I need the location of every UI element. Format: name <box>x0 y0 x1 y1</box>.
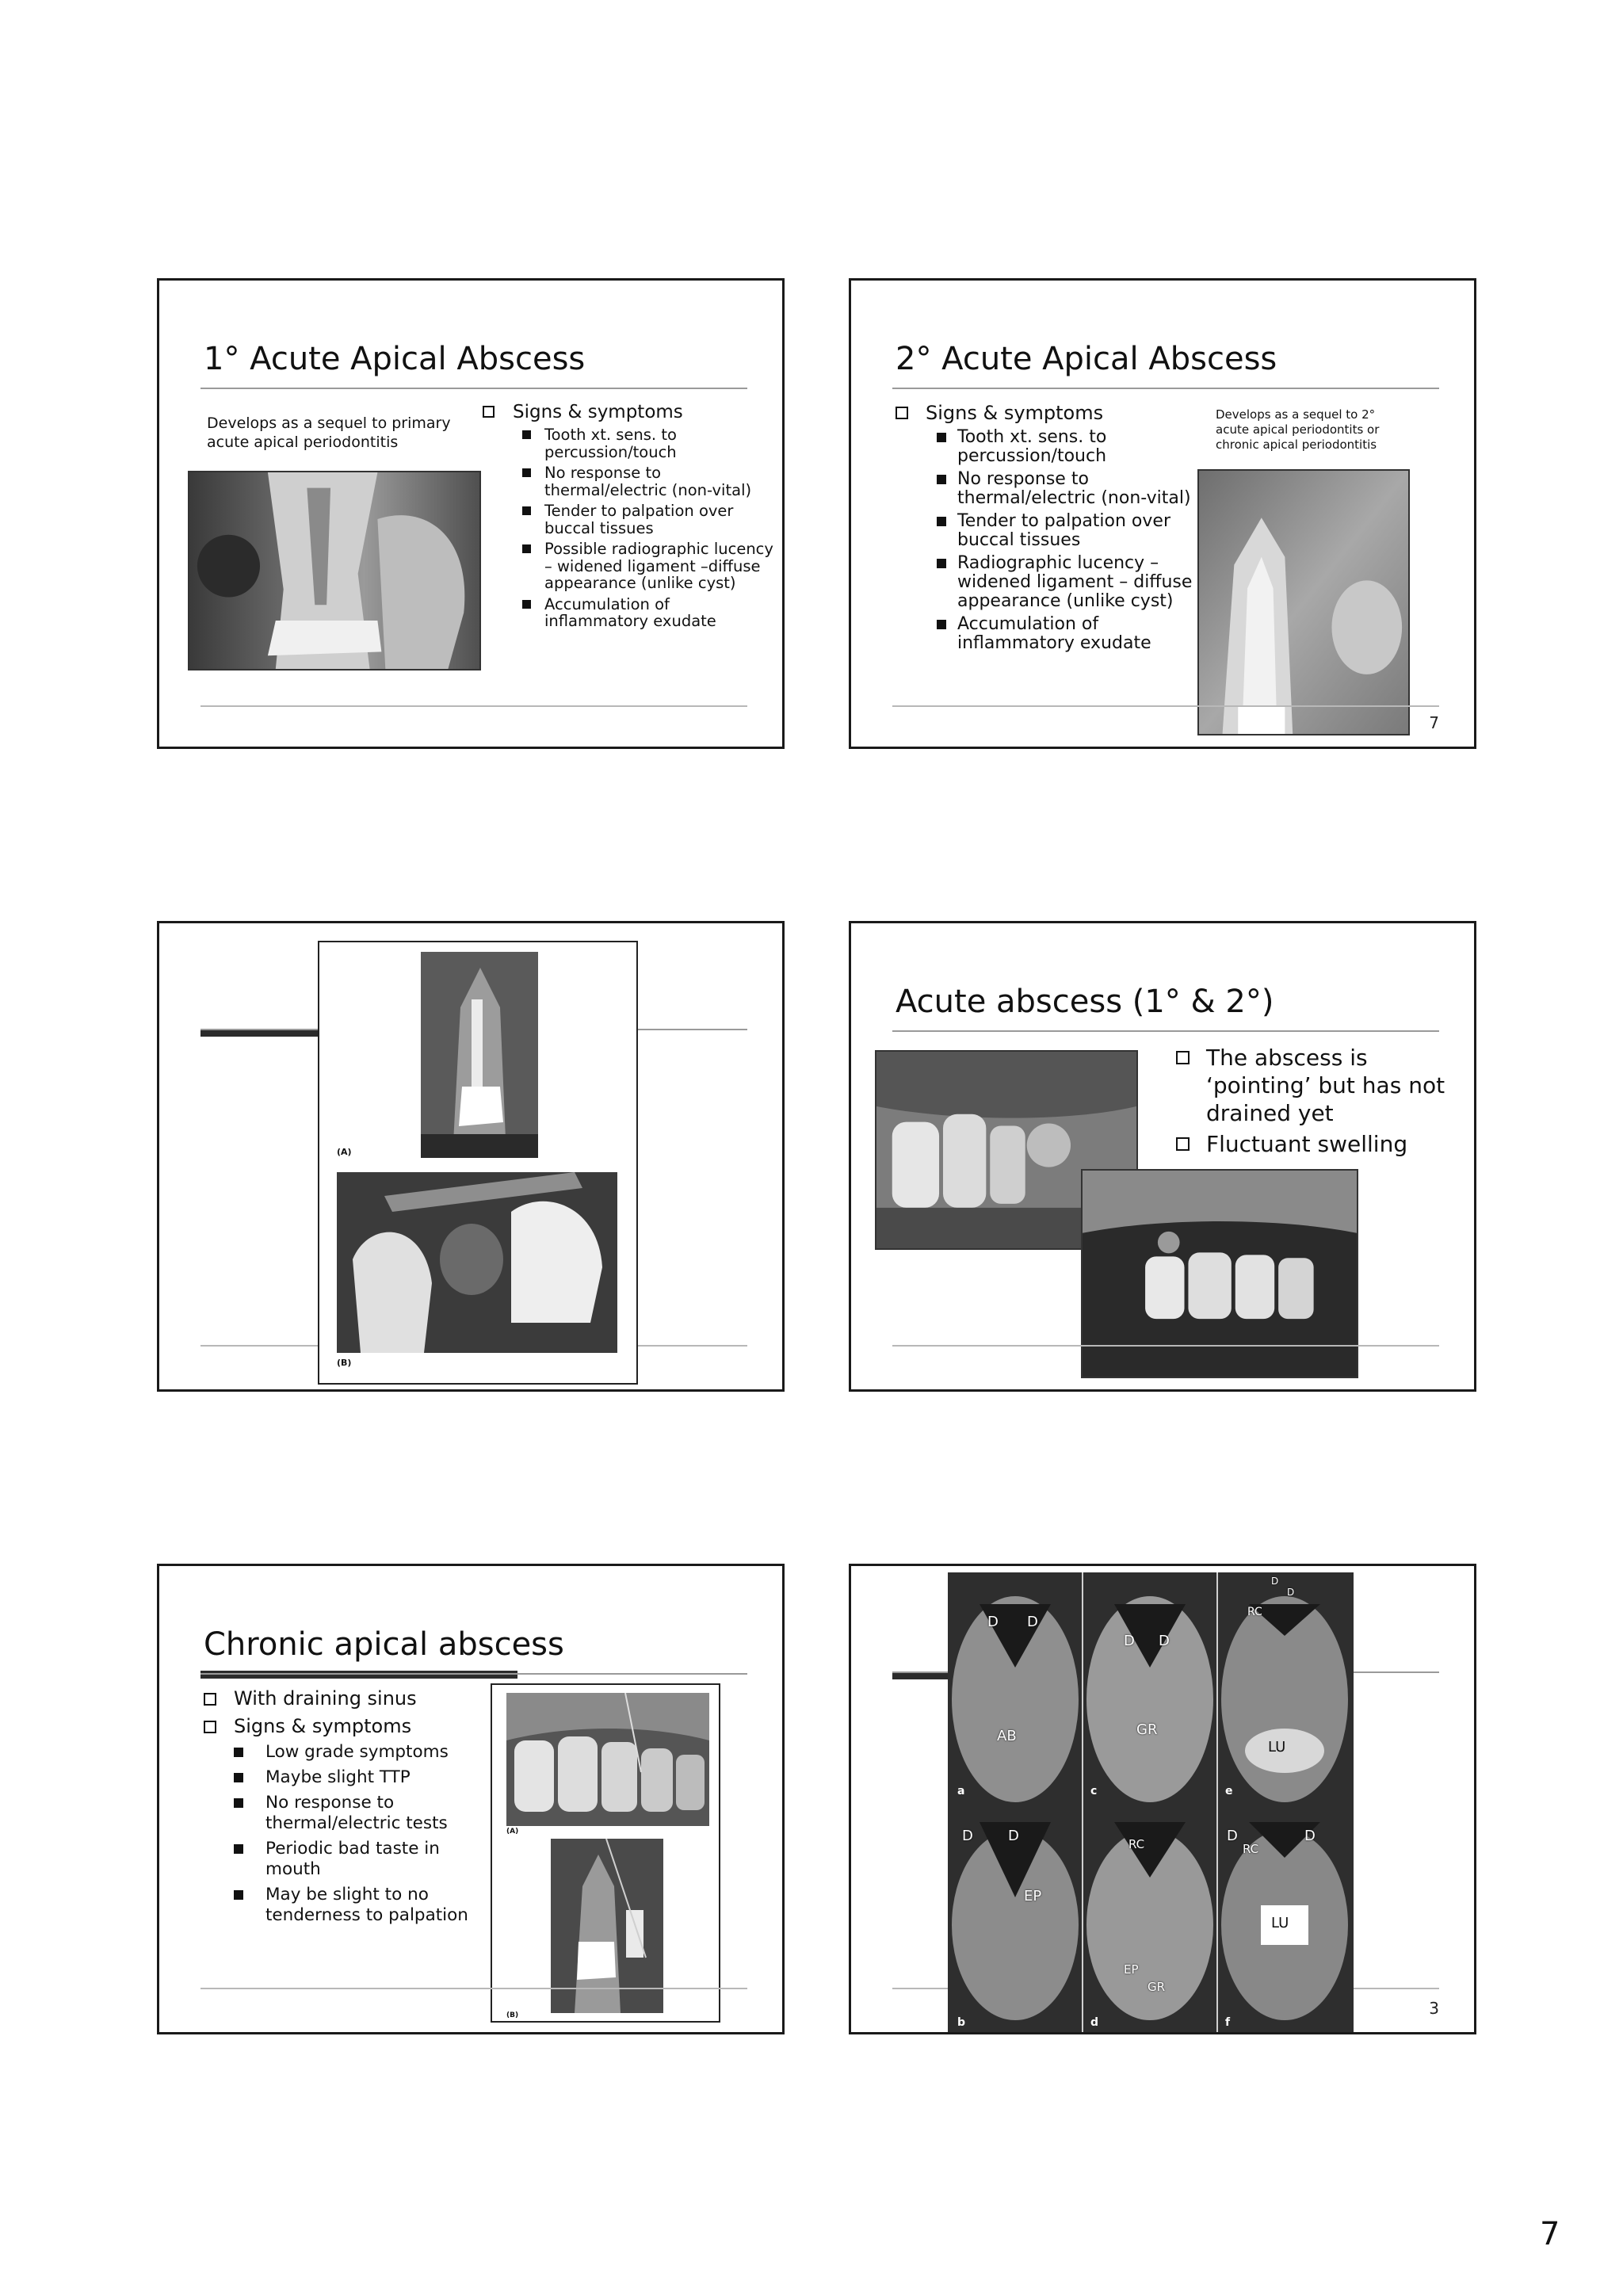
radiograph-image <box>1197 469 1410 735</box>
histology-label: RC <box>1128 1837 1145 1851</box>
histology-label: D <box>1304 1828 1316 1844</box>
filled-square-bullet-icon <box>234 1890 243 1900</box>
figure-panel <box>491 1683 720 2023</box>
footer-rule <box>200 1988 747 1989</box>
list-item: Radiographic lucency – widened ligament – diffuse appearance (unlike cyst) <box>926 554 1197 611</box>
sub-list <box>513 426 776 630</box>
sub-list <box>926 428 1197 653</box>
title-rule <box>200 1673 747 1675</box>
panel-label: d <box>1090 2016 1099 2029</box>
footer-rule <box>892 1345 1439 1347</box>
hollow-square-bullet-icon <box>483 406 495 418</box>
radiograph-image <box>551 1839 663 2013</box>
filled-square-bullet-icon <box>234 1748 243 1757</box>
title-rule <box>892 388 1439 389</box>
filled-square-bullet-icon <box>522 544 531 553</box>
list-item: No response to thermal/electric (non-vital) <box>926 470 1197 508</box>
bullet-list <box>204 1685 489 1931</box>
slide-title: Chronic apical abscess <box>204 1626 564 1663</box>
hollow-square-bullet-icon <box>1176 1051 1190 1064</box>
histology-label: D <box>987 1614 999 1630</box>
filled-square-bullet-icon <box>937 475 946 484</box>
note-text: Develops as a sequel to 2° acute apical periodontits or chronic apical periodontitis <box>1216 407 1380 452</box>
histology-label: D <box>1271 1576 1279 1587</box>
histology-label: D <box>1008 1828 1019 1844</box>
slide-title: 1° Acute Apical Abscess <box>204 341 586 377</box>
histology-label: RC <box>1243 1842 1259 1856</box>
list-item: Tender to palpation over buccal tissues <box>926 512 1197 550</box>
list-item: May be slight to no tenderness to palpation <box>234 1885 489 1926</box>
filled-square-bullet-icon <box>522 506 531 515</box>
list-item: Accumulation of inflammatory exudate <box>926 615 1197 653</box>
filled-square-bullet-icon <box>234 1773 243 1782</box>
footer-rule <box>200 705 747 707</box>
bullet-list <box>1176 1044 1461 1161</box>
histology-label: GR <box>1148 1980 1166 1994</box>
histology-label: D <box>1124 1633 1135 1649</box>
clinical-photo <box>1081 1169 1358 1378</box>
histology-label: D <box>1159 1633 1170 1649</box>
panel-label: c <box>1090 1785 1098 1797</box>
list-item: Low grade symptoms <box>234 1742 489 1763</box>
slide-5 <box>157 1564 785 2034</box>
list-item: Maybe slight TTP <box>234 1767 489 1788</box>
bullet-list <box>896 401 1197 657</box>
title-rule <box>892 1030 1439 1032</box>
histology-label: GR <box>1136 1721 1158 1738</box>
histology-label: RC <box>1247 1606 1262 1618</box>
slide-title: 2° Acute Apical Abscess <box>896 341 1277 377</box>
hollow-square-bullet-icon <box>896 407 908 419</box>
slide-title: Acute abscess (1° & 2°) <box>896 984 1274 1020</box>
radiograph-image <box>421 952 538 1158</box>
filled-square-bullet-icon <box>937 620 946 629</box>
histology-label: EP <box>1124 1962 1139 1977</box>
list-item: Signs & symptoms Tooth xt. sens. to percussion/touch No response to thermal/electric (non-vital) Tender to palpation over buccal tissues Radiographic lucency – widened ligament – diffuse appearance (unlike cyst) Accumulation of inflammatory exudate <box>896 401 1197 653</box>
list-item: Accumulation of inflammatory exudate <box>513 596 776 630</box>
histology-label: AB <box>997 1728 1017 1744</box>
list-item: Fluctuant swelling <box>1176 1130 1461 1158</box>
figure-panel <box>318 941 638 1385</box>
histology-label: LU <box>1271 1915 1289 1931</box>
histology-label: LU <box>1268 1739 1286 1755</box>
list-item: Periodic bad taste in mouth <box>234 1839 489 1880</box>
slide-1 <box>157 278 785 749</box>
filled-square-bullet-icon <box>522 430 531 439</box>
slide-4 <box>849 921 1476 1392</box>
title-rule-accent <box>200 1671 517 1679</box>
filled-square-bullet-icon <box>937 517 946 526</box>
hollow-square-bullet-icon <box>204 1693 216 1706</box>
caption-b: (B) <box>337 1358 352 1368</box>
footer-rule <box>892 705 1439 707</box>
filled-square-bullet-icon <box>522 468 531 477</box>
title-rule <box>200 388 747 389</box>
caption-a: (A) <box>506 1828 519 1836</box>
filled-square-bullet-icon <box>234 1798 243 1808</box>
list-item: No response to thermal/electric (non-vital) <box>513 464 776 499</box>
panel-label: a <box>957 1785 965 1797</box>
list-item: Tooth xt. sens. to percussion/touch <box>513 426 776 460</box>
list-item: Signs & symptoms Tooth xt. sens. to percussion/touch No response to thermal/electric (non-vital) Tender to palpation over buccal tissues Possible radiographic lucency – widened ligament –diffuse appearance (unlike cyst) Accumulation of inflammatory exudate <box>483 401 776 630</box>
histology-label: D <box>1027 1614 1038 1630</box>
filled-square-bullet-icon <box>937 559 946 568</box>
filled-square-bullet-icon <box>522 600 531 609</box>
caption-b: (B) <box>506 2011 519 2019</box>
radiograph-image <box>188 471 481 670</box>
slide-number: 7 <box>1429 713 1439 732</box>
list-item: Possible radiographic lucency – widened ligament –diffuse appearance (unlike cyst) <box>513 541 776 592</box>
slide-3 <box>157 921 785 1392</box>
bullet-list <box>483 401 776 634</box>
filled-square-bullet-icon <box>234 1844 243 1854</box>
sub-list <box>234 1742 489 1926</box>
panel-label: e <box>1225 1785 1233 1797</box>
panel-label: f <box>1225 2016 1231 2029</box>
list-item: Signs & symptoms Low grade symptoms Maybe slight TTP No response to thermal/electric tests Periodic bad taste in mouth May be slight to no tenderness to palpation <box>204 1713 489 1926</box>
caption-a: (A) <box>337 1147 352 1157</box>
slide-2 <box>849 278 1476 749</box>
hollow-square-bullet-icon <box>204 1721 216 1733</box>
clinical-photo <box>506 1693 709 1826</box>
clinical-photo <box>337 1172 617 1353</box>
panel-label: b <box>957 2016 966 2029</box>
list-item: Tooth xt. sens. to percussion/touch <box>926 428 1197 466</box>
histology-label: EP <box>1024 1888 1042 1904</box>
histology-label: D <box>1287 1587 1295 1598</box>
list-item: No response to thermal/electric tests <box>234 1793 489 1834</box>
page-number: 7 <box>1540 2216 1560 2252</box>
hollow-square-bullet-icon <box>1176 1137 1190 1151</box>
list-item: Tender to palpation over buccal tissues <box>513 502 776 537</box>
histology-label: D <box>1227 1828 1238 1844</box>
slide-6 <box>849 1564 1476 2034</box>
list-item: With draining sinus <box>204 1685 489 1713</box>
note-text: Develops as a sequel to primary acute apical periodontitis <box>207 415 451 451</box>
list-item: The abscess is ‘pointing’ but has not drained yet <box>1176 1044 1461 1127</box>
slide-number: 3 <box>1429 1999 1439 2018</box>
histology-figure <box>948 1572 1354 2034</box>
filled-square-bullet-icon <box>937 433 946 442</box>
histology-label: D <box>962 1828 973 1844</box>
